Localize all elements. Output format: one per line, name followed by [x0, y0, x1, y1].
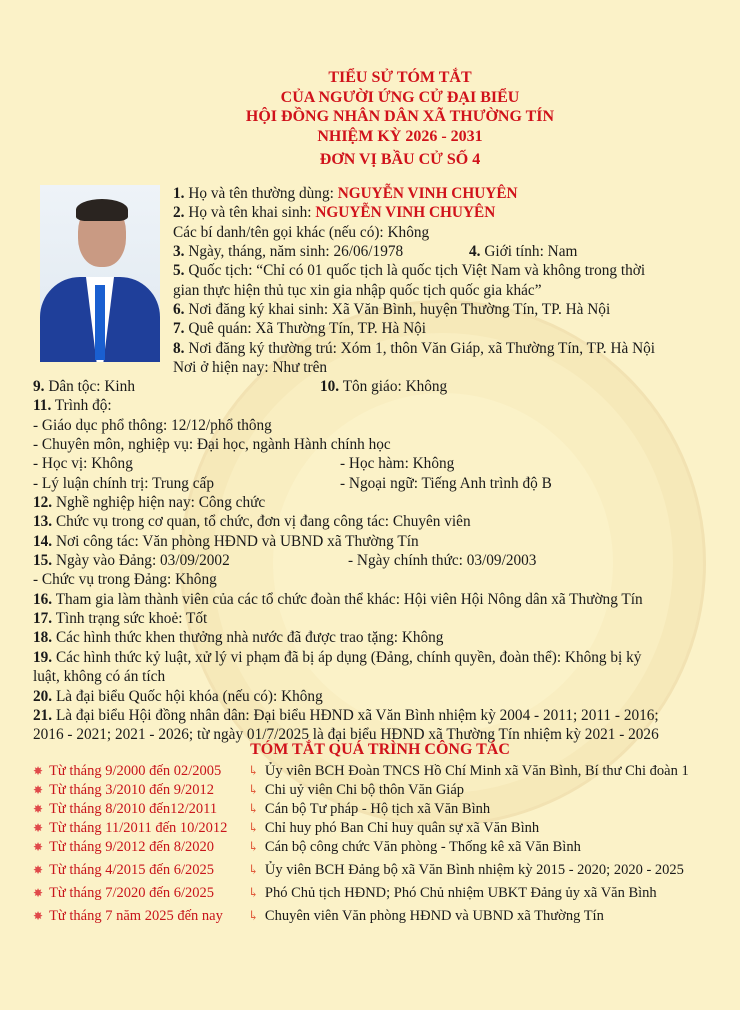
- arrow-bullet-icon: ↳: [248, 801, 259, 816]
- field-major: - Chuyên môn, nghiệp vụ: Đại học, ngành Hành chính học: [33, 436, 391, 454]
- field-dob-gender: 3. Ngày, tháng, năm sinh: 26/06/1978 4. Giới tính: Nam: [173, 243, 578, 261]
- work-row: [33, 782, 465, 801]
- work-role: Chi uỷ viên Chi bộ thôn Văn Giáp: [264, 782, 465, 798]
- work-period: Từ tháng 11/2011 đến 10/2012: [49, 820, 228, 836]
- work-row: [33, 801, 491, 820]
- field-degree-title: - Học vị: Không - Học hàm: Không: [33, 455, 455, 473]
- field-council-deputy: 21. Là đại biểu Hội đồng nhân dân: Đại biểu HĐND xã Văn Bình nhiệm kỳ 2004 - 2011; 2011 - 2016;: [33, 706, 659, 724]
- document-header: [0, 68, 740, 170]
- field-awards: 18. Các hình thức khen thưởng nhà nước đã được trao tặng: Không: [33, 629, 444, 647]
- star-bullet-icon: ✸: [33, 886, 44, 900]
- star-bullet-icon: ✸: [33, 909, 44, 923]
- field-education: 11. Trình độ:: [33, 397, 112, 415]
- arrow-bullet-icon: ↳: [248, 820, 259, 835]
- work-period: Từ tháng 9/2012 đến 8/2020: [49, 839, 214, 855]
- arrow-bullet-icon: ↳: [248, 839, 259, 854]
- star-bullet-icon: ✸: [33, 821, 44, 835]
- field-alias: Các bí danh/tên gọi khác (nếu có): Không: [173, 223, 430, 241]
- field-hometown: 7. Quê quán: Xã Thường Tín, TP. Hà Nội: [173, 320, 427, 338]
- arrow-bullet-icon: ↳: [248, 908, 259, 923]
- work-row: [33, 763, 689, 782]
- header-title: TIỂU SỬ TÓM TẮT: [328, 69, 472, 86]
- work-period: Từ tháng 3/2010 đến 9/2012: [49, 782, 214, 798]
- work-row: [33, 820, 540, 839]
- field-occupation: 12. Nghề nghiệp hiện nay: Công chức: [33, 494, 266, 512]
- field-politics-language: - Lý luận chính trị: Trung cấp - Ngoại ngữ: Tiếng Anh trình độ B: [33, 474, 552, 492]
- field-workplace: 14. Nơi công tác: Văn phòng HĐND và UBND xã Thường Tín: [33, 532, 419, 550]
- field-ethnicity-religion: 9. Dân tộc: Kinh 10. Tôn giáo: Không: [33, 378, 448, 395]
- field-residence: Nơi ở hiện nay: Như trên: [173, 359, 328, 377]
- work-role: Chuyên viên Văn phòng HĐND và UBND xã Thường Tín: [264, 908, 604, 924]
- field-general-education: - Giáo dục phổ thông: 12/12/phổ thông: [33, 416, 272, 434]
- work-role: Chỉ huy phó Ban Chỉ huy quân sự xã Văn Bình: [264, 820, 540, 836]
- star-bullet-icon: ✸: [33, 783, 44, 797]
- arrow-bullet-icon: ↳: [248, 763, 259, 778]
- field-nationality: 5. Quốc tịch: “Chỉ có 01 quốc tịch là quốc tịch Việt Nam và không trong thời: [173, 262, 646, 280]
- bio-main-block: [33, 377, 733, 745]
- star-bullet-icon: ✸: [33, 764, 44, 778]
- arrow-bullet-icon: ↳: [248, 782, 259, 797]
- work-role: Cán bộ công chức Văn phòng - Thống kê xã Văn Bình: [264, 839, 581, 855]
- star-bullet-icon: ✸: [33, 802, 44, 816]
- work-role: Cán bộ Tư pháp - Hộ tịch xã Văn Bình: [264, 801, 491, 817]
- field-discipline: 19. Các hình thức kỷ luật, xử lý vi phạm đã bị áp dụng (Đảng, chính quyền, đoàn thể): Không bị kỷ: [33, 648, 642, 666]
- field-birth-place: 6. Nơi đăng ký khai sinh: Xã Văn Bình, huyện Thường Tín, TP. Hà Nội: [173, 301, 611, 319]
- field-common-name: 1. Họ và tên thường dùng: NGUYỄN VINH CHUYÊN: [173, 185, 518, 202]
- work-row: [33, 908, 604, 927]
- field-party-dates: 15. Ngày vào Đảng: 03/09/2002 - Ngày chính thức: 03/09/2003: [33, 552, 537, 570]
- field-health: 17. Tình trạng sức khoẻ: Tốt: [33, 610, 208, 628]
- work-period: Từ tháng 4/2015 đến 6/2025: [49, 862, 214, 878]
- star-bullet-icon: ✸: [33, 863, 44, 877]
- candidate-photo: [40, 185, 160, 362]
- arrow-bullet-icon: ↳: [248, 885, 259, 900]
- work-period: Từ tháng 7/2020 đến 6/2025: [49, 885, 214, 901]
- field-position: 13. Chức vụ trong cơ quan, tổ chức, đơn vị đang công tác: Chuyên viên: [33, 513, 471, 531]
- work-role: Phó Chủ tịch HĐND; Phó Chủ nhiệm UBKT Đảng ủy xã Văn Bình: [264, 885, 657, 901]
- field-organizations: 16. Tham gia làm thành viên của các tổ chức đoàn thể khác: Hội viên Hội Nông dân xã Thường Tín: [33, 590, 643, 608]
- field-party-position: - Chức vụ trong Đảng: Không: [33, 571, 217, 589]
- work-period: Từ tháng 8/2010 đến12/2011: [49, 801, 218, 817]
- work-history-list: [33, 763, 689, 927]
- work-period: Từ tháng 7 năm 2025 đến nay: [49, 908, 223, 924]
- work-history-title: TÓM TẮT QUÁ TRÌNH CÔNG TÁC: [250, 741, 510, 758]
- work-role: Ủy viên BCH Đoàn TNCS Hồ Chí Minh xã Văn Bình, Bí thư Chi đoàn 1: [264, 763, 689, 779]
- field-discipline-cont: luật, không có án tích: [33, 668, 166, 686]
- header-electoral-unit: ĐƠN VỊ BẦU CỬ SỐ 4: [319, 151, 481, 168]
- field-na-deputy: 20. Là đại biểu Quốc hội khóa (nếu có): Không: [33, 687, 323, 705]
- header-term: NHIỆM KỲ 2026 - 2031: [317, 127, 483, 145]
- field-permanent-address: 8. Nơi đăng ký thường trú: Xóm 1, thôn Văn Giáp, xã Thường Tín, TP. Hà Nội: [173, 339, 656, 357]
- bio-top-block: [173, 184, 655, 377]
- field-council-deputy-cont: 2016 - 2021; 2021 - 2026; từ ngày 01/7/2025 là đại biểu HĐND xã Thường Tín nhiệm kỳ 2021 - 2026: [33, 726, 659, 744]
- field-nationality-cont: gian thực hiện thủ tục xin gia nhập quốc tịch quốc gia khác”: [173, 281, 542, 299]
- arrow-bullet-icon: ↳: [248, 862, 259, 877]
- work-period: Từ tháng 9/2000 đến 02/2005: [49, 763, 222, 779]
- header-council: HỘI ĐỒNG NHÂN DÂN XÃ THƯỜNG TÍN: [245, 108, 555, 125]
- star-bullet-icon: ✸: [33, 840, 44, 854]
- work-row: [33, 862, 684, 885]
- work-row: [33, 839, 581, 862]
- header-subtitle: CỦA NGƯỜI ỨNG CỬ ĐẠI BIỂU: [280, 88, 520, 106]
- work-role: Ủy viên BCH Đảng bộ xã Văn Bình nhiệm kỳ 2015 - 2020; 2020 - 2025: [264, 862, 684, 878]
- field-birth-name: 2. Họ và tên khai sinh: NGUYỄN VINH CHUYÊN: [173, 204, 496, 222]
- work-row: [33, 885, 657, 908]
